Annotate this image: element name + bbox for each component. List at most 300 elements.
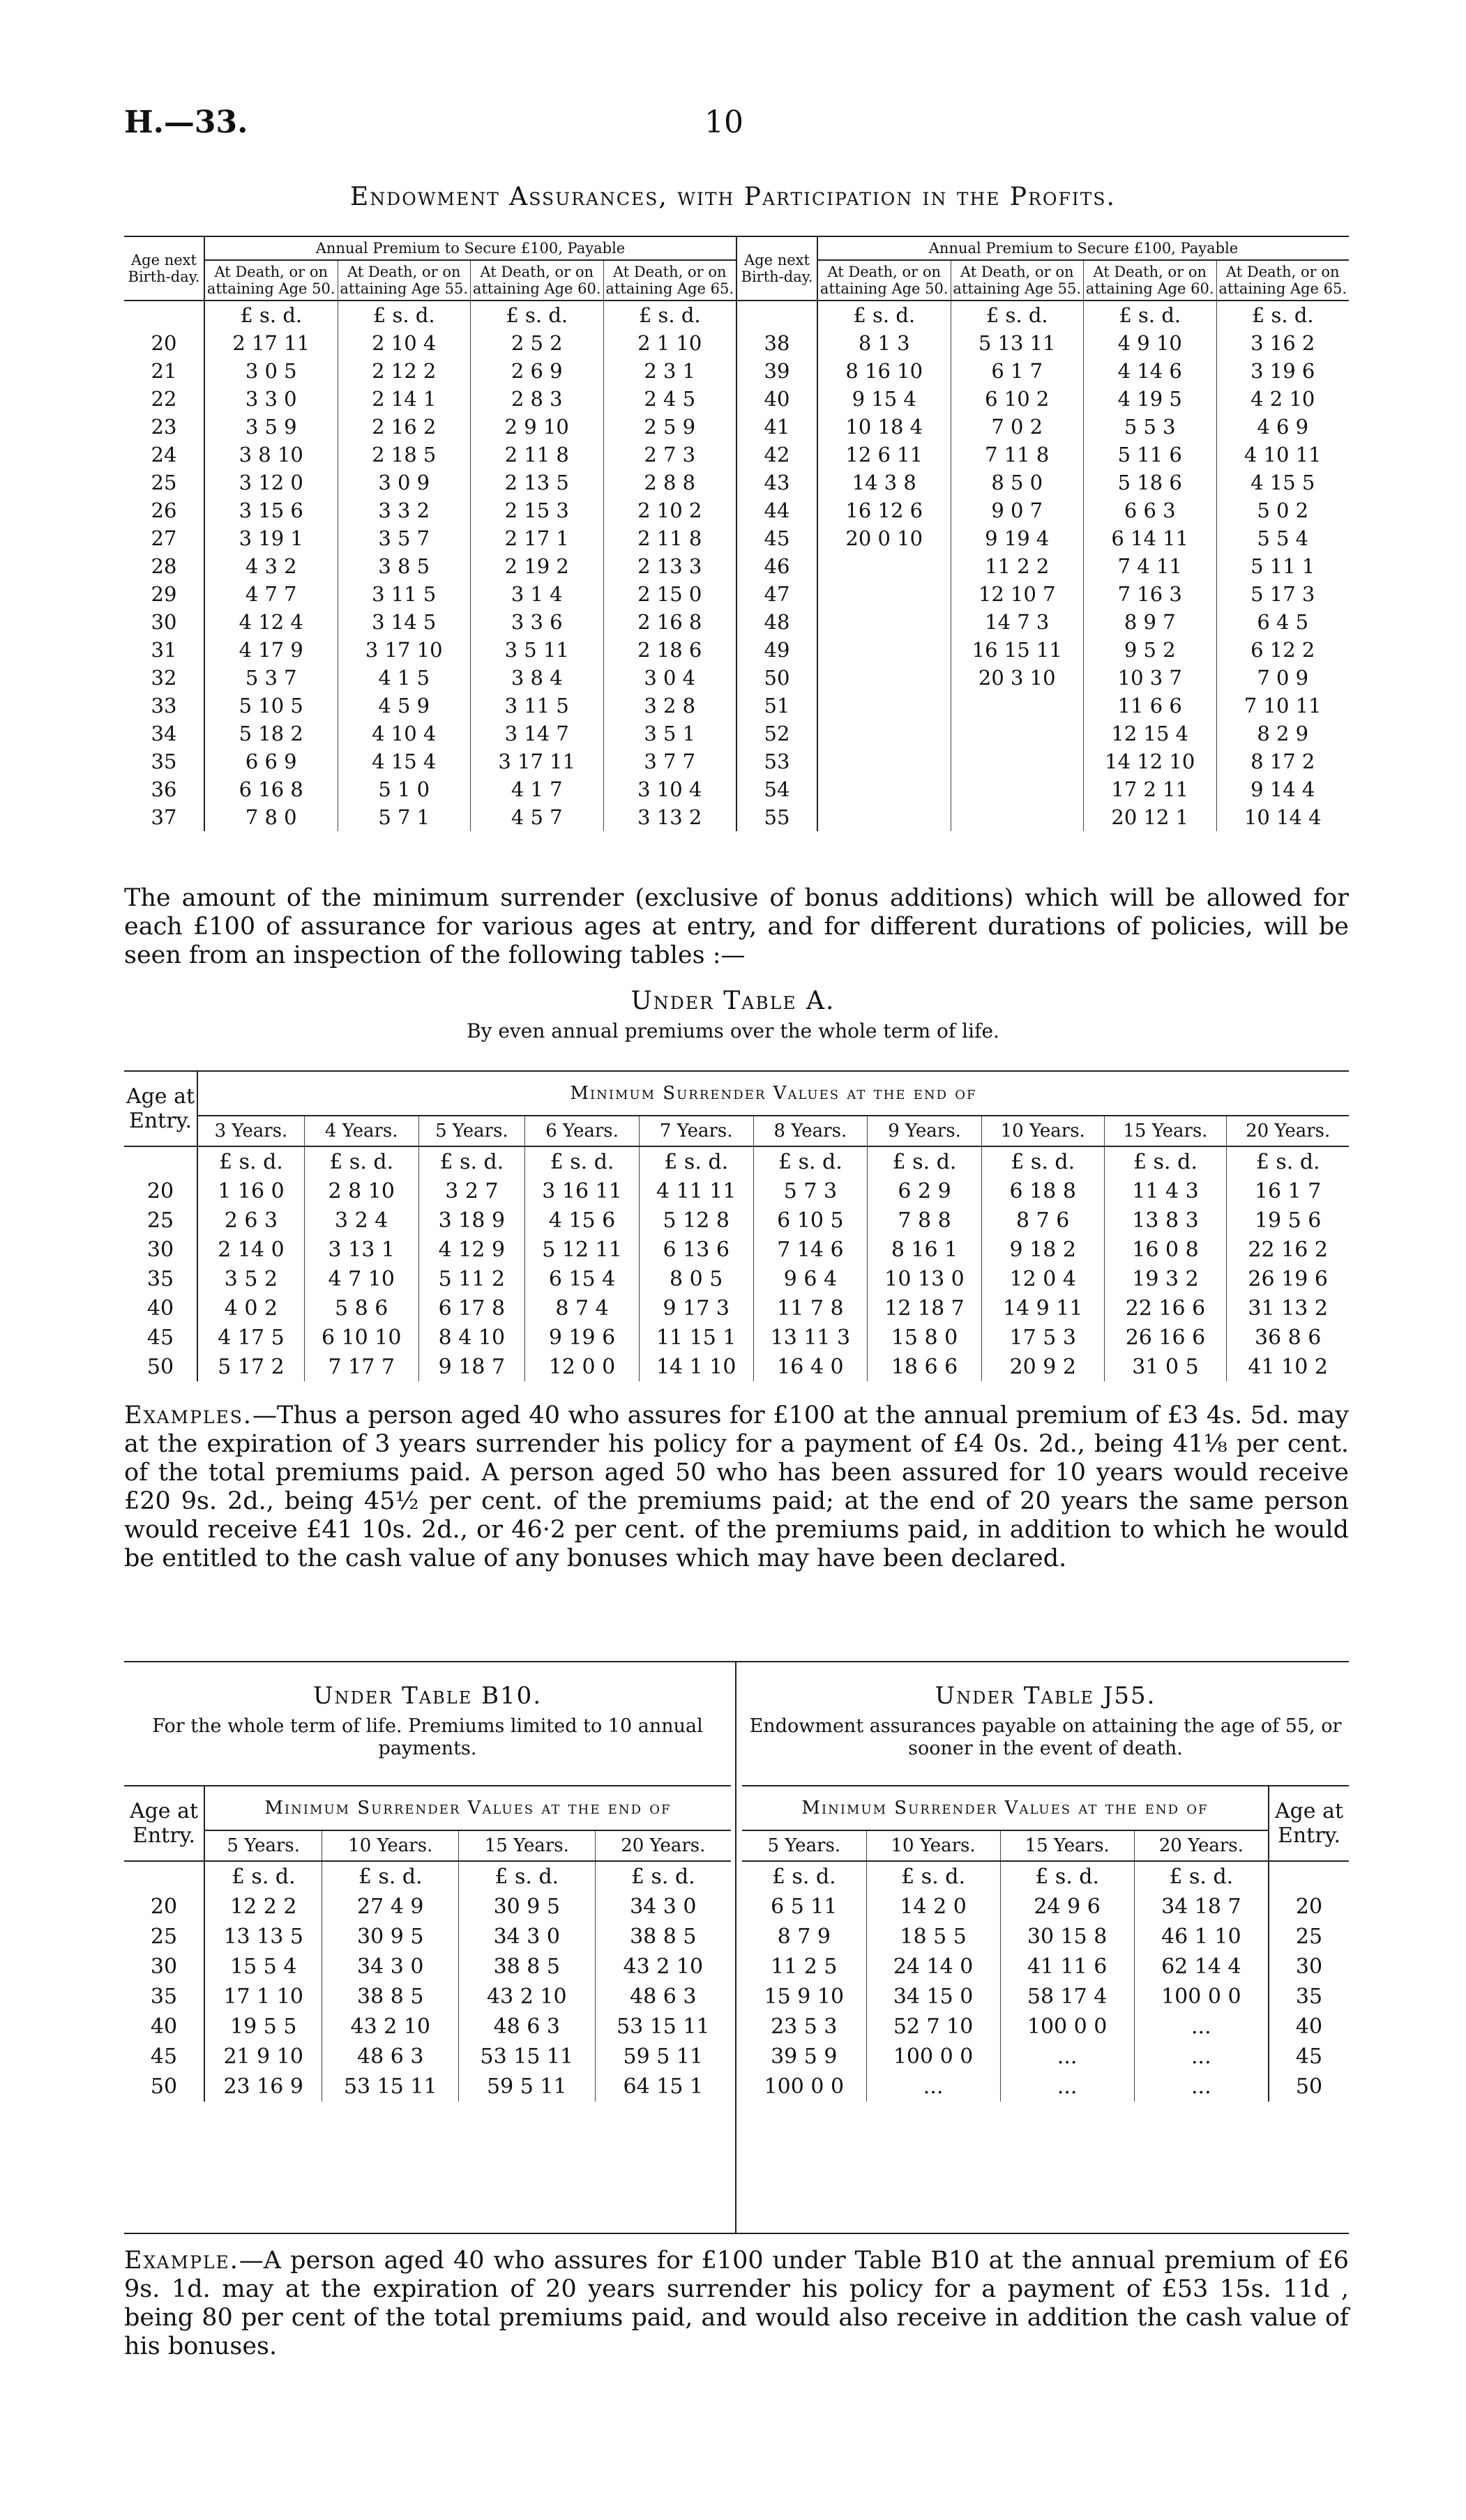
age-cell: 41 [736,413,817,441]
premium-cell: 16 12 6 [817,496,951,524]
premium-cell [817,747,951,775]
table-a-subtitle: By even annual premiums over the whole term of life. [467,1019,999,1042]
year-header: 15 Years. [1000,1830,1134,1861]
units-label: £ s. d. [204,1861,322,1892]
age-cell: 29 [151,582,177,606]
value-cell: 8 4 10 [418,1323,525,1352]
premium-cell [817,636,951,664]
table-row [124,664,1349,692]
value-cell: 4 11 11 [639,1176,753,1206]
age-cell: 24 [151,443,177,466]
value-cell: 11 15 1 [639,1323,753,1352]
premium-cell [951,803,1084,831]
value-cell: 59 5 11 [595,2042,731,2072]
premium-cell: 4 10 4 [338,720,471,747]
age-cell: 49 [736,636,817,664]
value-cell: 3 2 4 [304,1206,418,1235]
premium-cell: 2 18 6 [603,636,736,664]
table-row [124,720,1349,747]
value-cell: 64 15 1 [595,2072,731,2102]
value-cell: 2 14 0 [197,1235,304,1264]
value-cell: ... [1000,2042,1134,2072]
premium-cell: 3 3 0 [204,385,338,413]
table-row [742,1922,1349,1952]
age-cell: 44 [736,496,817,524]
table-row [124,496,1349,524]
age-cell: 40 [736,385,817,413]
units-label: £ s. d. [197,1146,304,1176]
premium-cell: 5 17 3 [1216,580,1349,608]
value-cell: 43 2 10 [322,2012,459,2042]
premium-cell: 20 12 1 [1084,803,1217,831]
units-label: £ s. d. [817,301,951,329]
value-cell: 3 18 9 [418,1206,525,1235]
units-label: £ s. d. [459,1861,596,1892]
col-header: At Death, or on attaining Age 50. [204,260,338,301]
premium-cell: 2 11 8 [603,524,736,552]
value-cell: 8 16 1 [868,1235,982,1264]
col-header: At Death, or on attaining Age 50. [817,260,951,301]
value-cell: 18 6 6 [868,1352,982,1381]
value-cell: 26 16 6 [1104,1323,1227,1352]
premium-cell: 5 3 7 [204,664,338,692]
value-cell: 100 0 0 [1134,1982,1269,2012]
age-cell: 55 [736,803,817,831]
value-cell: 9 18 2 [981,1235,1104,1264]
group-header: Minimum Surrender Values at the end of [204,1786,731,1830]
value-cell: 53 15 11 [322,2072,459,2102]
premium-cell: 12 15 4 [1084,720,1217,747]
premium-cell: 14 3 8 [817,469,951,496]
table-row [742,1982,1349,2012]
age-cell: 20 [146,1178,174,1204]
value-cell: 11 7 8 [753,1293,868,1323]
value-cell: 39 5 9 [771,2044,838,2069]
premium-cell: 6 6 9 [204,747,338,775]
units-label: £ s. d. [1216,301,1349,329]
col-header: At Death, or on attaining Age 65. [603,260,736,301]
example-text: —A person aged 40 who assures for £100 under Table B10 at the annual premium of £6 9s. 1d. may at the expiration of 20 years surrender his policy for a payment of £53 15s. 11d , being 80 per cent of the total premiums paid, and would also receive in addition the cash value of his bonuses. [124,2247,1349,2360]
year-header: 10 Years. [981,1116,1104,1146]
premium-cell: 5 7 1 [338,803,471,831]
premium-cell: 12 10 7 [951,580,1084,608]
age-cell: 36 [151,777,177,801]
age-cell: 50 [1269,2072,1349,2102]
premium-cell: 4 1 5 [338,664,471,692]
example-paragraph [124,2247,1349,2361]
premium-cell [817,692,951,720]
value-cell: 7 17 7 [304,1352,418,1381]
premium-cell: 2 18 5 [338,441,471,469]
premium-cell: 5 13 11 [951,329,1084,357]
table-row [124,441,1349,469]
premium-cell: 2 15 3 [471,496,604,524]
premium-cell: 4 19 5 [1084,385,1217,413]
value-cell: 38 8 5 [595,1922,731,1952]
premium-cell: 6 10 2 [951,385,1084,413]
premium-cell: 3 8 10 [204,441,338,469]
age-cell: 27 [151,526,177,550]
table-b10-subtitle: For the whole term of life. Premiums limited to 10 annual payments. [152,1715,703,1759]
table-row [124,469,1349,496]
premium-cell: 2 7 3 [603,441,736,469]
premium-cell: 2 8 8 [603,469,736,496]
premium-cell: 2 12 2 [338,357,471,385]
spacer-cell [124,1146,197,1176]
value-cell: 6 2 9 [868,1176,982,1206]
age-cell: 47 [736,580,817,608]
premium-cell [817,608,951,636]
age-cell: 35 [1269,1982,1349,2012]
age-header-right: Age next Birth-day. [736,236,817,301]
value-cell: 19 5 5 [204,2012,322,2042]
premium-cell: 2 4 5 [603,385,736,413]
age-header: Age at Entry. [126,1084,195,1133]
premium-cell: 5 18 2 [204,720,338,747]
value-cell: 24 9 6 [1000,1892,1134,1922]
age-cell: 31 [151,638,177,662]
premium-cell: 7 11 8 [951,441,1084,469]
table-j55-subtitle: Endowment assurances payable on attaining the age of 55, or sooner in the event of death. [749,1715,1342,1759]
spacer-cell [736,301,817,329]
value-cell: 13 11 3 [753,1323,868,1352]
premium-cell: 2 16 2 [338,413,471,441]
age-cell: 40 [150,2014,178,2039]
examples-paragraph [124,1402,1349,1573]
value-cell: 5 7 3 [753,1176,868,1206]
units-label: £ s. d. [338,301,471,329]
age-cell: 20 [150,1895,178,1919]
age-cell: 33 [151,694,177,718]
value-cell: 9 17 3 [639,1293,753,1323]
year-header: 6 Years. [525,1116,640,1146]
premium-cell: 9 15 4 [817,385,951,413]
value-cell: 8 0 5 [639,1264,753,1293]
value-cell: 21 9 10 [204,2042,322,2072]
premium-cell: 2 5 9 [603,413,736,441]
value-cell: 13 8 3 [1104,1206,1227,1235]
intro-paragraph: The amount of the minimum surrender (exclusive of bonus additions) which will be allowed for each £100 of assurance for various ages at entry, and for different durations of policies, will be seen from an inspection of the following tables :— [124,884,1349,969]
value-cell: 43 2 10 [459,1982,596,2012]
year-header: 9 Years. [868,1116,982,1146]
value-cell: 10 13 0 [868,1264,982,1293]
age-cell: 54 [736,775,817,803]
premium-cell: 3 14 5 [338,608,471,636]
age-header: Age at Entry. [1269,1786,1349,1861]
premium-cell: 2 16 8 [603,608,736,636]
age-cell: 35 [146,1266,174,1291]
value-cell: 30 15 8 [1000,1922,1134,1952]
premium-cell: 3 11 5 [471,692,604,720]
premium-cell: 17 2 11 [1084,775,1217,803]
units-label: £ s. d. [771,1865,836,1889]
value-cell: 5 8 6 [304,1293,418,1323]
premium-cell: 5 18 6 [1084,469,1217,496]
value-cell: 2 8 10 [304,1176,418,1206]
units-label: £ s. d. [981,1146,1104,1176]
year-header: 8 Years. [753,1116,868,1146]
value-cell: 48 6 3 [459,2012,596,2042]
value-cell: 16 4 0 [753,1352,868,1381]
premium-cell: 3 8 5 [338,552,471,580]
premium-cell: 2 10 2 [603,496,736,524]
age-cell: 45 [146,1325,174,1350]
value-cell: 4 0 2 [197,1293,304,1323]
age-cell: 38 [736,329,817,357]
premium-cell: 2 19 2 [471,552,604,580]
value-cell: 16 1 7 [1227,1176,1349,1206]
value-cell: 100 0 0 [866,2042,1000,2072]
table-row [124,1982,731,2012]
age-cell: 30 [151,610,177,634]
value-cell: 62 14 4 [1134,1952,1269,1982]
units-label: £ s. d. [868,1146,982,1176]
units-label: £ s. d. [1227,1146,1349,1176]
premium-cell [817,552,951,580]
table-row [124,2042,731,2072]
age-cell: 51 [736,692,817,720]
value-cell: 26 19 6 [1227,1264,1349,1293]
premium-cell: 4 2 10 [1216,385,1349,413]
premium-cell [817,803,951,831]
premium-cell: 7 16 3 [1084,580,1217,608]
premium-cell [951,692,1084,720]
premium-cell: 9 5 2 [1084,636,1217,664]
table-row [124,692,1349,720]
premium-cell: 3 17 10 [338,636,471,664]
year-header: 20 Years. [1227,1116,1349,1146]
premium-cell: 10 18 4 [817,413,951,441]
table-row [124,357,1349,385]
year-header: 20 Years. [595,1830,731,1861]
value-cell: 24 14 0 [866,1952,1000,1982]
value-cell: 14 9 11 [981,1293,1104,1323]
table-row [124,1206,1349,1235]
col-header: At Death, or on attaining Age 60. [471,260,604,301]
table-row [742,1952,1349,1982]
premium-cell: 6 4 5 [1216,608,1349,636]
value-cell: 13 13 5 [204,1922,322,1952]
units-label: £ s. d. [1134,1861,1269,1892]
value-cell: 9 6 4 [753,1264,868,1293]
value-cell: 6 13 6 [639,1235,753,1264]
age-cell: 39 [736,357,817,385]
examples-text: —Thus a person aged 40 who assures for £100 at the annual premium of £3 4s. 5d. may at the expiration of 3 years surrender his policy for a payment of £4 0s. 2d., being 41⅛ per cent. of the total premiums paid. A person aged 50 who has been assured for 10 years would receive £20 9s. 2d., being 45½ per cent. of the premiums paid; at the end of 20 years the same person would receive £41 10s. 2d., or 46·2 per cent. of the premiums paid, in addition to which he would be entitled to the cash value of any bonuses which may have been declared. [124,1402,1349,1572]
year-header: 3 Years. [197,1116,304,1146]
spacer-cell [124,1861,204,1892]
value-cell: 23 16 9 [204,2072,322,2102]
col-header: At Death, or on attaining Age 55. [338,260,471,301]
age-cell: 20 [151,331,177,355]
premium-cell: 8 2 9 [1216,720,1349,747]
age-cell: 25 [151,471,177,494]
year-header: 4 Years. [304,1116,418,1146]
premium-cell: 10 3 7 [1084,664,1217,692]
value-cell: 22 16 2 [1227,1235,1349,1264]
units-label: £ s. d. [1000,1861,1134,1892]
premium-cell: 3 1 4 [471,580,604,608]
age-cell: 53 [736,747,817,775]
value-cell: 6 17 8 [418,1293,525,1323]
value-cell: 48 6 3 [595,1982,731,2012]
value-cell: 36 8 6 [1227,1323,1349,1352]
premium-cell: 4 15 4 [338,747,471,775]
premium-cell: 3 7 7 [603,747,736,775]
premium-cell: 3 17 11 [471,747,604,775]
value-cell: 4 12 9 [418,1235,525,1264]
value-cell: 52 7 10 [866,2012,1000,2042]
value-cell: 5 12 8 [639,1206,753,1235]
table-row [124,2012,731,2042]
value-cell: 9 18 7 [418,1352,525,1381]
premium-cell: 3 2 8 [603,692,736,720]
table-row [124,1235,1349,1264]
premium-cell: 7 8 0 [204,803,338,831]
premium-cell: 2 1 10 [603,329,736,357]
value-cell: 6 15 4 [525,1264,640,1293]
premium-cell: 2 6 9 [471,357,604,385]
units-label: £ s. d. [525,1146,640,1176]
premium-cell [817,775,951,803]
units-label: £ s. d. [204,301,338,329]
table-row [124,580,1349,608]
spacer-cell [124,301,204,329]
page-ref: H.—33. [124,105,248,140]
age-cell: 35 [150,1984,178,2009]
units-label: £ s. d. [1104,1146,1227,1176]
premium-cell [951,747,1084,775]
year-header: 15 Years. [1104,1116,1227,1146]
age-cell: 48 [736,608,817,636]
premium-cell: 4 15 5 [1216,469,1349,496]
table-row [742,1892,1349,1922]
value-cell: 31 0 5 [1104,1352,1227,1381]
premium-cell: 5 5 3 [1084,413,1217,441]
premium-cell: 4 10 11 [1216,441,1349,469]
table-row [124,1352,1349,1381]
value-cell: 3 16 11 [525,1176,640,1206]
premium-cell: 3 19 6 [1216,357,1349,385]
year-header: 20 Years. [1134,1830,1269,1861]
value-cell: 34 15 0 [866,1982,1000,2012]
table-row [124,1892,731,1922]
premium-cell: 8 1 3 [817,329,951,357]
premium-cell: 9 0 7 [951,496,1084,524]
table-row [742,2072,1349,2102]
premium-cell: 4 17 9 [204,636,338,664]
value-cell: 34 3 0 [595,1892,731,1922]
premium-cell: 4 14 6 [1084,357,1217,385]
units-label: £ s. d. [322,1861,459,1892]
premium-cell: 5 10 5 [204,692,338,720]
premium-cell: 7 0 2 [951,413,1084,441]
value-cell: 16 0 8 [1104,1235,1227,1264]
age-cell: 32 [151,666,177,690]
value-cell: 41 11 6 [1000,1952,1134,1982]
age-cell: 52 [736,720,817,747]
page-title: Endowment Assurances, with Participation in the Profits. [350,183,1116,211]
value-cell: 22 16 6 [1104,1293,1227,1323]
premium-cell: 11 2 2 [951,552,1084,580]
table-row [124,1293,1349,1323]
value-cell: 31 13 2 [1227,1293,1349,1323]
value-cell: 100 0 0 [764,2074,845,2099]
premium-cell: 5 5 4 [1216,524,1349,552]
premium-cell: 14 7 3 [951,608,1084,636]
premium-cell: 20 0 10 [817,524,951,552]
units-label: £ s. d. [639,1146,753,1176]
age-cell: 43 [736,469,817,496]
value-cell: 12 0 4 [981,1264,1104,1293]
table-row [124,803,1349,831]
age-cell: 42 [736,441,817,469]
value-cell: ... [1134,2072,1269,2102]
value-cell: 4 15 6 [525,1206,640,1235]
value-cell: 6 10 10 [304,1323,418,1352]
table-row [124,608,1349,636]
premium-cell: 2 15 0 [603,580,736,608]
value-cell: 19 3 2 [1104,1264,1227,1293]
premium-cell: 9 14 4 [1216,775,1349,803]
table-row [124,413,1349,441]
premium-cell: 3 0 5 [204,357,338,385]
value-cell: 3 13 1 [304,1235,418,1264]
premium-cell: 2 3 1 [603,357,736,385]
premium-cell: 14 12 10 [1084,747,1217,775]
table-row [124,1922,731,1952]
value-cell: 48 6 3 [322,2042,459,2072]
value-cell: 41 10 2 [1227,1352,1349,1381]
premium-cell: 5 0 2 [1216,496,1349,524]
age-cell: 46 [736,552,817,580]
value-cell: 11 2 5 [771,1954,838,1979]
age-cell: 23 [151,415,177,439]
value-cell: 34 3 0 [459,1922,596,1952]
table-j55-title: Under Table J55. [935,1682,1156,1710]
value-cell: 58 17 4 [1000,1982,1134,2012]
value-cell: 38 8 5 [459,1952,596,1982]
table-row [124,1264,1349,1293]
age-cell: 25 [150,1925,178,1949]
group-header-right: Annual Premium to Secure £100, Payable [817,236,1349,260]
examples-label: Examples. [124,1402,253,1429]
premium-cell: 4 12 4 [204,608,338,636]
page-number: 10 [704,105,743,140]
units-label: £ s. d. [951,301,1084,329]
value-cell: ... [1134,2042,1269,2072]
premium-cell: 8 17 2 [1216,747,1349,775]
age-cell: 45 [736,524,817,552]
year-header: 5 Years. [767,1835,841,1856]
premium-cell [817,720,951,747]
premium-cell: 2 13 3 [603,552,736,580]
age-cell: 30 [1269,1952,1349,1982]
value-cell: 18 5 5 [866,1922,1000,1952]
value-cell: 59 5 11 [459,2072,596,2102]
value-cell: 20 9 2 [981,1352,1104,1381]
premium-cell: 6 14 11 [1084,524,1217,552]
premium-cell: 5 11 6 [1084,441,1217,469]
age-cell: 25 [1269,1922,1349,1952]
value-cell: 1 16 0 [197,1176,304,1206]
year-header: 10 Years. [322,1830,459,1861]
value-cell: 14 1 10 [639,1352,753,1381]
col-header: At Death, or on attaining Age 65. [1216,260,1349,301]
value-cell: 30 9 5 [459,1892,596,1922]
value-cell: 53 15 11 [459,2042,596,2072]
value-cell: 9 19 6 [525,1323,640,1352]
age-cell: 30 [150,1954,178,1979]
